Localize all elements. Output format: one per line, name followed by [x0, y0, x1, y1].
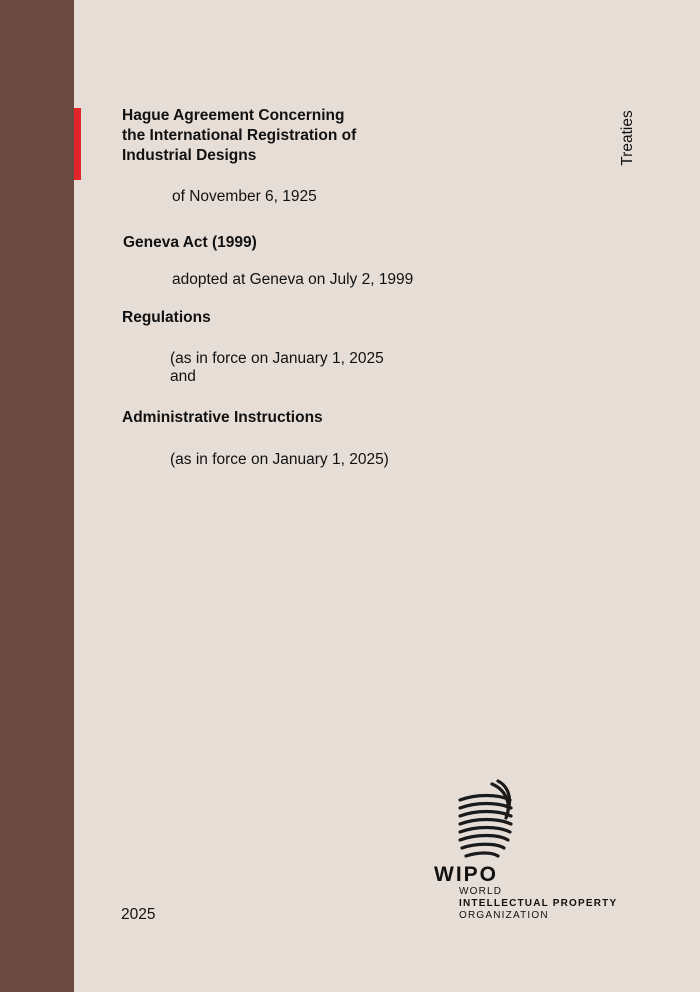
side-band — [0, 0, 74, 992]
geneva-act-heading: Geneva Act (1999) — [123, 234, 257, 251]
wipo-wordmark: WIPO — [434, 863, 498, 886]
admin-in-force: (as in force on January 1, 2025) — [170, 451, 389, 468]
title-line: Hague Agreement Concerning — [122, 107, 345, 124]
red-marker — [74, 108, 81, 180]
admin-instructions-heading: Administrative Instructions — [122, 409, 323, 426]
title-line: the International Registration of — [122, 127, 357, 144]
geneva-adopted-text: adopted at Geneva on July 2, 1999 — [172, 271, 414, 288]
regulations-heading: Regulations — [122, 309, 211, 326]
agreement-date: of November 6, 1925 — [172, 188, 317, 205]
org-name-line: WORLD — [459, 886, 503, 897]
and-text: and — [170, 368, 196, 385]
regulations-in-force: (as in force on January 1, 2025 — [170, 350, 384, 367]
wipo-logo — [432, 776, 652, 926]
publication-year: 2025 — [121, 906, 156, 923]
org-name-line: INTELLECTUAL PROPERTY — [459, 898, 618, 909]
document-title — [122, 106, 356, 166]
wipo-emblem-icon — [454, 776, 514, 862]
title-line: Industrial Designs — [122, 147, 257, 164]
treaties-label: Treaties — [619, 110, 636, 166]
org-name-line: ORGANIZATION — [459, 910, 549, 921]
